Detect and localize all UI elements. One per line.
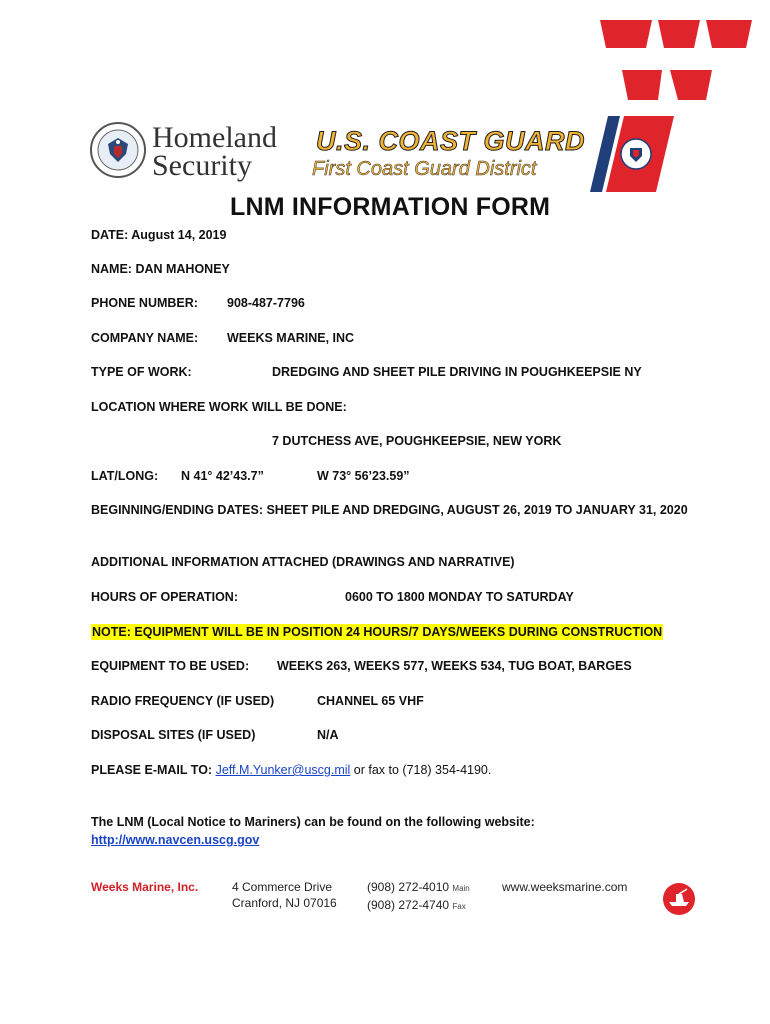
equipment-label: EQUIPMENT TO BE USED: — [91, 659, 250, 673]
dhs-seal-icon — [90, 122, 146, 178]
email-line — [91, 763, 491, 777]
email-prefix: PLEASE E-MAIL TO: — [91, 763, 213, 777]
date-line: DATE: August 14, 2019 — [91, 228, 227, 242]
footer-address-line2: Cranford, NJ 07016 — [232, 896, 337, 910]
latlong-label: LAT/LONG: — [91, 469, 159, 483]
footer-website[interactable]: www.weeksmarine.com — [502, 880, 628, 894]
footer-company — [91, 879, 198, 895]
radio-label: RADIO FREQUENCY (IF USED) — [91, 694, 275, 708]
hours-label: HOURS OF OPERATION: — [91, 590, 238, 604]
work-type-value: DREDGING AND SHEET PILE DRIVING IN POUGHKEEPSIE NY — [272, 365, 642, 379]
name-line: NAME: DAN MAHONEY — [91, 262, 230, 276]
additional-info: ADDITIONAL INFORMATION ATTACHED (DRAWINGS AND NARRATIVE) — [91, 555, 515, 569]
email-link[interactable]: Jeff.M.Yunker@uscg.mil — [215, 763, 351, 777]
footer-phone-fax: (908) 272-4740 — [367, 898, 450, 912]
location-label: LOCATION WHERE WORK WILL BE DONE: — [91, 400, 347, 414]
location-value: 7 DUTCHESS AVE, POUGHKEEPSIE, NEW YORK — [272, 434, 562, 448]
footer-phone-main: (908) 272-4010 — [367, 880, 450, 894]
work-type-label: TYPE OF WORK: — [91, 365, 192, 379]
hours-value: 0600 TO 1800 MONDAY TO SATURDAY — [345, 590, 574, 604]
phone-value: 908-487-7796 — [227, 296, 305, 310]
footer-phones — [367, 879, 470, 915]
lat-value: N 41° 42’43.7” — [181, 469, 264, 483]
radio-value: CHANNEL 65 VHF — [317, 694, 424, 708]
disposal-value: N/A — [317, 728, 339, 742]
dhs-wordmark-line1: Homeland — [152, 121, 277, 154]
company-value: WEEKS MARINE, INC — [227, 331, 355, 345]
footer-address-line1: 4 Commerce Drive — [232, 880, 333, 894]
company-label: COMPANY NAME: — [91, 331, 199, 345]
equipment-note: NOTE: EQUIPMENT WILL BE IN POSITION 24 HOURS/7 DAYS/WEEKS DURING CONSTRUCTION — [92, 625, 663, 639]
equipment-value: WEEKS 263, WEEKS 577, WEEKS 534, TUG BOAT, BARGES — [277, 659, 632, 673]
footer-company-name: Weeks Marine, Inc. — [91, 880, 199, 894]
email-suffix: or fax to (718) 354-4190. — [350, 763, 492, 777]
form-title: LNM INFORMATION FORM — [230, 193, 551, 221]
uscg-title: U.S. COAST GUARD — [316, 126, 586, 156]
long-value: W 73° 56’23.59” — [317, 469, 410, 483]
phone-label: PHONE NUMBER: — [91, 296, 198, 310]
lnm-link[interactable]: http://www.navcen.uscg.gov — [91, 833, 260, 847]
footer-address — [232, 879, 337, 911]
uscg-subtitle: First Coast Guard District — [312, 158, 537, 180]
lnm-link-line — [91, 833, 259, 847]
dhs-wordmark-line2: Security — [152, 149, 252, 182]
weeks-logo-top-icon — [598, 18, 758, 108]
footer-phone-main-tag: Main — [452, 884, 470, 893]
footer-phone-fax-tag: Fax — [452, 902, 466, 911]
lnm-note: The LNM (Local Notice to Mariners) can be found on the following website: — [91, 815, 535, 829]
disposal-label: DISPOSAL SITES (IF USED) — [91, 728, 256, 742]
dates-line: BEGINNING/ENDING DATES: SHEET PILE AND DREDGING, AUGUST 26, 2019 TO JANUARY 31, 2020 — [91, 503, 688, 517]
weeks-logo-icon — [662, 882, 696, 916]
dhs-wordmark — [152, 121, 277, 182]
coast-guard-shield-icon — [620, 138, 652, 170]
